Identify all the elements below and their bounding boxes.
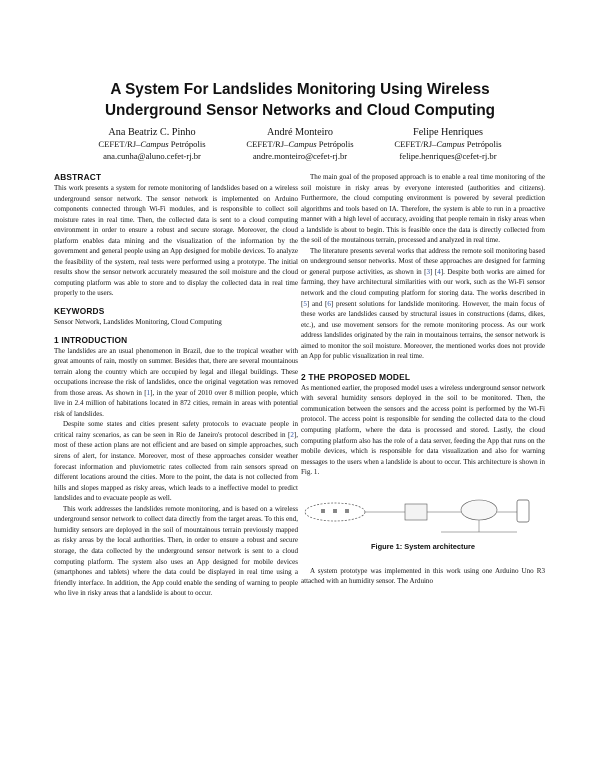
author-name: Felipe Henriques <box>413 127 483 138</box>
author-affiliation: CEFET/RJ–Campus Petrópolis <box>98 139 206 149</box>
sensor-node <box>345 509 349 513</box>
author-affiliation: CEFET/RJ–Campus Petrópolis <box>246 139 354 149</box>
citation-link[interactable]: 2 <box>290 430 294 439</box>
figure-caption: Figure 1: System architecture <box>371 541 475 551</box>
mobile-device-shape <box>517 500 529 522</box>
author-name: André Monteiro <box>267 127 333 138</box>
intro-paragraph-3: This work addresses the landslides remote monitoring, and is based on a wireless underground sensor network to collect data directly from the target areas. To this end, humidity sensors are deployed in the soil of mountainous terrain previously mapped as risky areas by the local authorities. Then, in order to ensure a robust and secure storage, the data collected by the underground sensor network is sent to a cloud computing platform. The system also uses an App designed for mobile devices (smartphones and tablets) where the data could be displayed in real time using a friendly interface. In addition, the App could enable the sending of warning to people who live in risky areas that a landslide is about to occur. <box>54 504 298 598</box>
model-paragraph-1: As mentioned earlier, the proposed model uses a wireless underground sensor network with several humidity sensors deployed in the soil to be monitored. Then, the communication between the sensors and the access point is performed by the Wi-Fi protocol. The access point is responsible for sending the collected data to the cloud computing platform, where the data is processed and stored. Lastly, the cloud computing platform also has the role of a data server, feeding the App that runs on the mobile devices, which is responsible for data visualization and also for warning messages to the users when a landslide is about to occur. This architecture is shown in Fig. 1. <box>301 383 545 477</box>
sensor-node <box>333 509 337 513</box>
author-email: felipe.henriques@cefet-rj.br <box>399 150 497 161</box>
intro-paragraph-1: The landslides are an usual phenomenon in Brazil, due to the tropical weather with great amounts of rain, mostly on summer. Besides that, there are several mountainous terrain along the country which are occupied by legal and illegal buildings. These occupations increase the risk of landslides, once the original vegetation was removed from those areas. As shown in [1], in the year of 2010 over 8 million people, which live in 2.4 million of habitations located in 872 cities, remain in areas with potential risk of landslides. <box>54 346 299 418</box>
citation-link[interactable]: 4 <box>437 267 441 276</box>
architecture-figure <box>301 484 545 540</box>
abstract-text: This work presents a system for remote monitoring of landslides based on a wireless underground sensor network. The sensor network is implemented on Arduino components connected through Wi-Fi modules, and is responsible to collect soil moisture rates in real time. Then, the collected data is sent to a cloud computing environment in order to ensure a robust and secure storage. Moreover, the cloud platform enables data mining and the visualization of the information by the government and general people using an App designed for mobile devices. To analyze the feasibility of the system, real tests were performed using a prototype. The initial results show the sensor network accurately measured the soil moisture and the cloud computing platform was able to store and to display the collected data in real time properly to the users. <box>54 184 298 298</box>
abstract-heading: ABSTRACT <box>54 172 102 182</box>
author-email: andre.monteiro@cefet-rj.br <box>252 150 348 161</box>
author-email: ana.cunha@aluno.cefet-rj.br <box>103 150 201 161</box>
keywords-heading: KEYWORDS <box>54 306 105 317</box>
author-3 <box>358 126 538 162</box>
prototype-paragraph: A system prototype was implemented in this work using one Arduino Uno R3 attached with an humidity sensor. The Arduino <box>301 566 545 586</box>
citation-link[interactable]: 1 <box>146 388 151 397</box>
author-block <box>0 126 600 166</box>
author-affiliation: CEFET/RJ–Campus Petrópolis <box>394 139 502 149</box>
sensor-node <box>321 509 325 513</box>
citation-link[interactable]: 3 <box>426 267 431 276</box>
left-column <box>54 172 298 599</box>
right-paragraph-2: The literature presents several works that address the remote soil monitoring based on underground sensor networks. Most of these approaches are designed for farming or general purpose activities, as shown in [3] [4]. Despite both works are aimed for farming, they have architectural similarities with our work, such as the Wi-Fi sensor network and the cloud computing platform for storing data. The works described in [5] and [6] present solutions for landslide monitoring. However, the main focus of these works are landslides caused by structural issues in constructions (dams, dikes, etc.), and use movement sensors for the remote monitoring process. As our work address landslides originated by the rain in moutainous terrains, the sensor network is aimed to monitor the soil moisture. Moreover, the mentioned works does not provide an App for public visualization in real time. <box>301 246 545 361</box>
citation-link[interactable]: 5 <box>303 299 307 308</box>
right-paragraph-1: The main goal of the proposed approach is to enable a real time monitoring of the soil moisture in risky areas by everyone interested (authorities and citizens). Furthermore, the cloud computing environment is powered by several prediction algorithms and tools based on IA. Therefore, the system is able to run in a proactive manner with a high level of accuracy, avoiding that people remain in risky areas when a landslide is about to begin. This is feasible once the data is directly collected from the soil of the moutainous terrain, processed and analyzed in real time. <box>301 173 545 245</box>
citation-link[interactable]: 6 <box>327 299 331 308</box>
intro-paragraph-2: Despite some states and cities present safety protocols to evacuate people in critical rainy scenarios, as can be seen in Rio de Janeiro's protocol described in [2], most of these action plans are not efficient and are based on simple approaches, such sirens of alert, for instance. Moreover, most of these approaches consider weather forecast information and pluviometric rates collected from rain sensors spread on different locations around the cities. More to the point, the data is not collected from hills and slopes mapped as risky areas, which leads to a ineffective model to predict landslides and to evacuate people as well. <box>54 420 298 503</box>
architecture-diagram <box>301 484 545 540</box>
author-name: Ana Beatriz C. Pinho <box>108 127 196 138</box>
paper-title <box>40 79 560 121</box>
title-line-2: Underground Sensor Networks and Cloud Computing <box>104 102 496 119</box>
right-column <box>301 172 545 587</box>
section-2-heading: 2 THE PROPOSED MODEL <box>301 371 411 382</box>
cloud-shape <box>461 500 497 520</box>
keywords-text: Sensor Network, Landslides Monitoring, Cloud Computing <box>54 318 222 327</box>
section-1-heading: 1 INTRODUCTION <box>54 334 128 345</box>
access-point-shape <box>405 504 427 520</box>
title-line-1: A System For Landslides Monitoring Using Wireless <box>110 81 490 98</box>
